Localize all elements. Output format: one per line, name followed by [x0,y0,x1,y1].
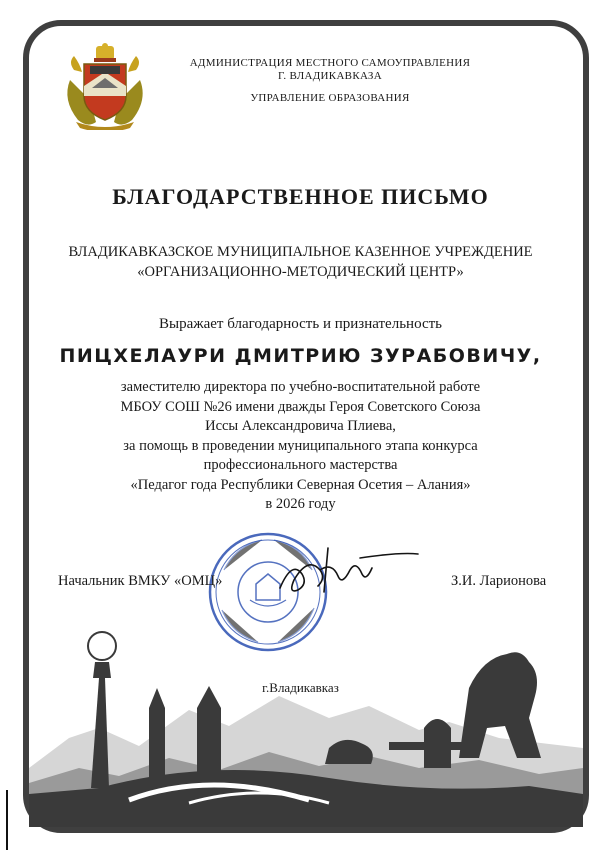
body-line: в 2026 году [265,496,336,512]
institution-line-2: «ОРГАНИЗАЦИОННО-МЕТОДИЧЕСКИЙ ЦЕНТР» [137,264,464,280]
institution-line-1: ВЛАДИКАВКАЗСКОЕ МУНИЦИПАЛЬНОЕ КАЗЕННОЕ УЧРЕЖДЕНИЕ [68,244,533,260]
recipient-name: ПИЦХЕЛАУРИ ДМИТРИЮ ЗУРАБОВИЧУ, [59,345,542,367]
body-line: профессионального мастерства [203,457,398,473]
document-title: БЛАГОДАРСТВЕННОЕ ПИСЬМО [112,184,489,209]
city-name: г.Владикавказ [262,680,339,695]
coat-of-arms-icon [60,40,150,130]
body-line: Иссы Александровича Плиева, [205,418,396,434]
body-text [0,378,601,515]
header-line-1: АДМИНИСТРАЦИЯ МЕСТНОГО САМОУПРАВЛЕНИЯ [189,57,471,69]
body-line: за помощь в проведении муниципального этапа конкурса [123,437,478,454]
body-line: МБОУ СОШ №26 имени дважды Героя Советского Союза [120,398,481,415]
body-line: заместителю директора по учебно-воспитательной работе [120,379,481,395]
header-line-2: Г. ВЛАДИКАВКАЗА [278,70,382,82]
thanks-text: Выражает благодарность и признательность [158,316,442,332]
city-skyline-icon [29,618,583,827]
scan-edge-line [6,790,8,850]
body-line: «Педагог года Республики Северная Осетия – Алания» [130,476,471,493]
header-line-3: УПРАВЛЕНИЕ ОБРАЗОВАНИЯ [250,92,410,104]
handwritten-signature-icon [268,540,423,600]
signature-position: Начальник ВМКУ «ОМЦ» [58,573,223,589]
signatory-name: З.И. Ларионова [451,573,547,589]
